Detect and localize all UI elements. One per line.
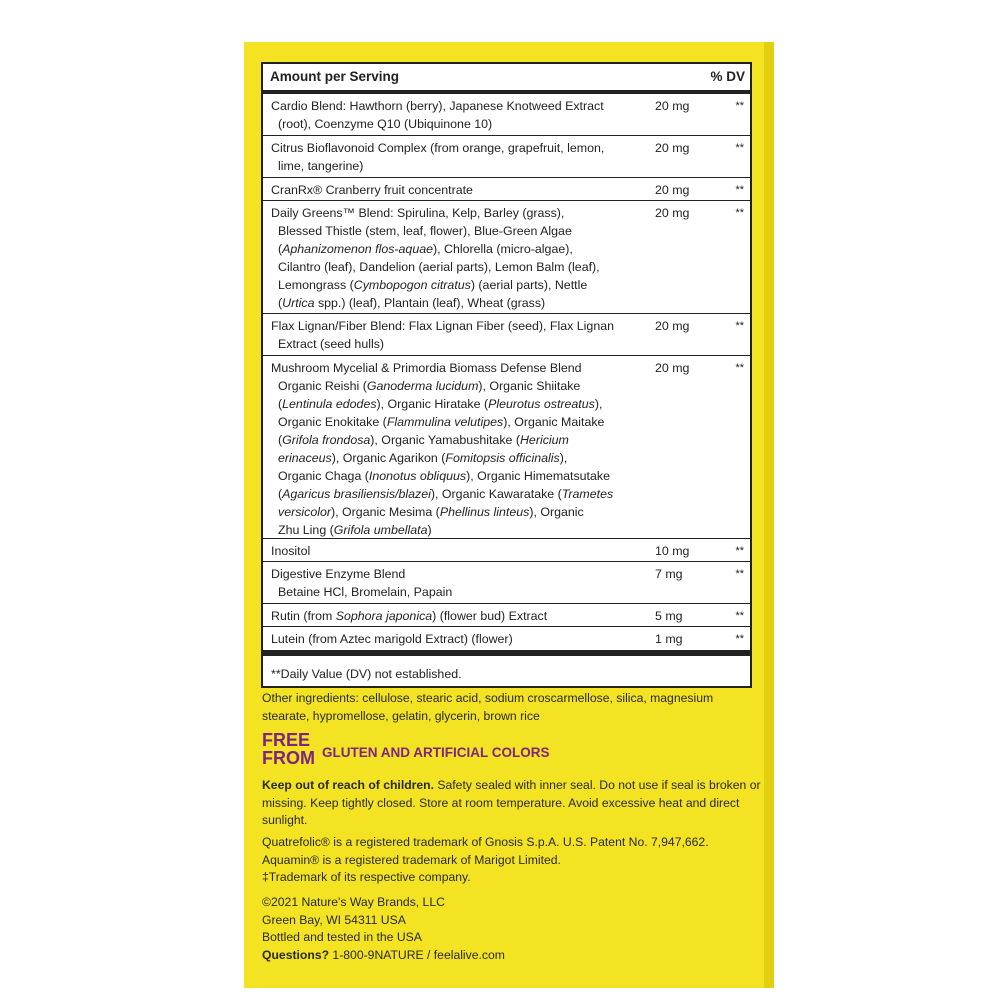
ingredient-row [263, 539, 750, 562]
ingredient-row [263, 136, 750, 178]
ingredient-amount: 1 mg [655, 632, 683, 646]
ingredient-dv: ** [735, 207, 744, 219]
ingredient-dv: ** [735, 184, 744, 196]
contact-info: 1-800-9NATURE / feelalive.com [329, 947, 505, 962]
ingredient-row [263, 314, 750, 356]
ingredient-row [263, 201, 750, 314]
ingredient-name: Daily Greens™ Blend: Spirulina, Kelp, Barley (grass), Blessed Thistle (stem, leaf, flower), Blue-Green Algae (Aphanizomenon flos-aquae), Chlorella (micro-algae), Cilantro (leaf), Dandelion (aerial parts), Lemon Balm (leaf), Lemongrass (Cymbopogon citratus) (aerial parts), Nettle (Urtica spp.) (leaf), Plantain (leaf), Wheat (grass) [271, 206, 600, 310]
ingredient-dv: ** [735, 568, 744, 580]
ingredient-dv: ** [735, 633, 744, 645]
ingredient-name: Flax Lignan/Fiber Blend: Flax Lignan Fiber (seed), Flax Lignan Extract (seed hulls) [271, 319, 614, 351]
ingredient-row [263, 627, 750, 656]
ingredient-name: Citrus Bioflavonoid Complex (from orange, grapefruit, lemon, lime, tangerine) [271, 141, 605, 173]
facts-header [263, 64, 750, 94]
ingredient-amount: 20 mg [655, 141, 690, 155]
ingredient-row [263, 604, 750, 627]
warning-text: Keep out of reach of children. Safety sealed with inner seal. Do not use if seal is broken or missing. Keep tightly closed. Store at room temperature. Avoid excessive heat and direct sunlight. [262, 778, 761, 827]
ingredient-amount: 20 mg [655, 361, 690, 375]
ingredient-name: Rutin (from Sophora japonica) (flower bud) Extract [271, 609, 548, 623]
ingredient-dv: ** [735, 100, 744, 112]
ingredient-row [263, 178, 750, 201]
ingredient-amount: 7 mg [655, 567, 683, 581]
questions-label: Questions? [262, 947, 330, 962]
ingredient-amount: 10 mg [655, 544, 690, 558]
ingredient-name: Digestive Enzyme Blend Betaine HCl, Bromelain, Papain [271, 567, 453, 599]
ingredient-amount: 5 mg [655, 609, 683, 623]
ingredient-name: Lutein (from Aztec marigold Extract) (flower) [271, 632, 513, 646]
ingredient-name: CranRx® Cranberry fruit concentrate [271, 183, 473, 197]
ingredient-dv: ** [735, 320, 744, 332]
ingredient-name: Inositol [271, 544, 311, 558]
ingredient-dv: ** [735, 610, 744, 622]
ingredient-row [263, 356, 750, 539]
box-side-edge [764, 42, 774, 988]
ingredient-row [263, 94, 750, 136]
free-from-claim: GLUTEN AND ARTIFICIAL COLORS [322, 745, 550, 760]
other-ingredients: Other ingredients: cellulose, stearic acid, sodium croscarmellose, silica, magnesium stearate, hypromellose, gelatin, glycerin, brown rice [262, 691, 714, 723]
warning-bold: Keep out of reach of children. [262, 778, 434, 792]
ingredient-dv: ** [735, 545, 744, 557]
ingredient-amount: 20 mg [655, 319, 690, 333]
ingredient-name: Cardio Blend: Hawthorn (berry), Japanese Knotweed Extract (root), Coenzyme Q10 (Ubiquinone 10) [271, 99, 604, 131]
supplement-facts-panel [261, 62, 752, 688]
amount-per-serving-label: Amount per Serving [270, 69, 400, 84]
ingredient-amount: 20 mg [655, 99, 690, 113]
dv-header-label: % DV [710, 69, 745, 84]
ingredient-row [263, 562, 750, 604]
trademark-notices: Quatrefolic® is a registered trademark of Gnosis S.p.A. U.S. Patent No. 7,947,662. Aquamin® is a registered trademark of Marigot Limited. ‡Trademark of its respective company. [262, 835, 709, 884]
ingredient-name: Mushroom Mycelial & Primordia Biomass Defense Blend Organic Reishi (Ganoderma lucidum), Organic Shiitake (Lentinula edodes), Organic Hiratake (Pleurotus ostreatus), Organic Enokitake (Flammulina velutipes), Organic Maitake (Grifola frondosa), Organic Yamabushitake (Hericium erinaceus), Organic Agarikon (Fomitopsis officinalis), Organic Chaga (Inonotus obliquus), Organic Himematsutake (Agaricus brasiliensis/blazei), Organic Kawaratake (Trametes versicolor), Organic Mesima (Phellinus linteus), Organic Zhu Ling (Grifola umbellata) [271, 361, 614, 537]
ingredient-amount: 20 mg [655, 206, 690, 220]
free-from-heading: FREE FROM [262, 730, 315, 768]
ingredient-amount: 20 mg [655, 183, 690, 197]
dv-footnote: **Daily Value (DV) not established. [271, 667, 462, 681]
ingredient-dv: ** [735, 362, 744, 374]
company-info: ©2021 Nature's Way Brands, LLC Green Bay, WI 54311 USA Bottled and tested in the USA Questions? 1-800-9NATURE / feelalive.com [262, 895, 505, 962]
ingredient-dv: ** [735, 142, 744, 154]
